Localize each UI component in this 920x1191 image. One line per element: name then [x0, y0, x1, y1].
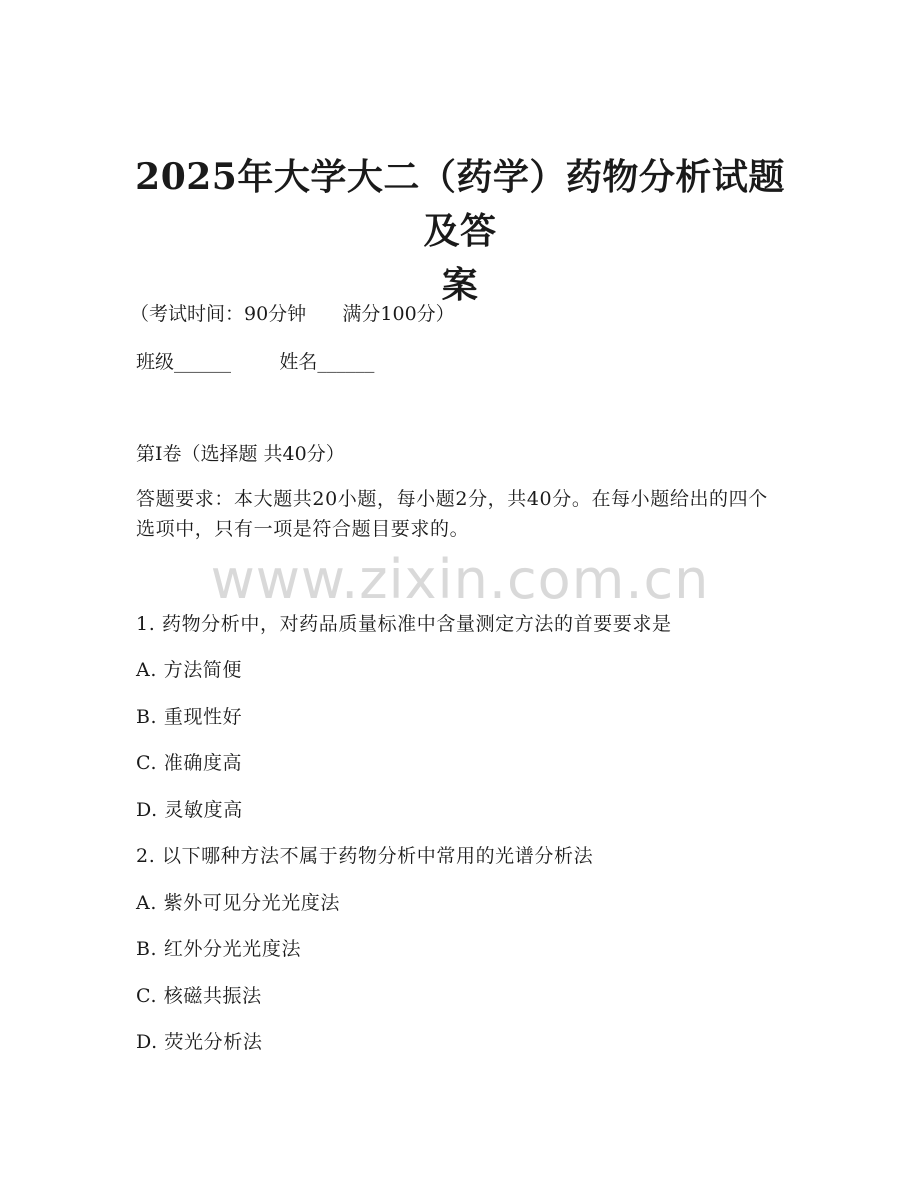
question-2-option-c: C. 核磁共振法	[136, 985, 262, 1007]
question-1-option-a: A. 方法简便	[136, 659, 243, 681]
question-1-option-d: D. 灵敏度高	[136, 799, 243, 821]
title-line-1: 2025年大学大二（药学）药物分析试题及答	[135, 156, 785, 252]
question-2-stem: 2. 以下哪种方法不属于药物分析中常用的光谱分析法	[136, 845, 594, 867]
watermark: www.zixin.com.cn	[210, 548, 710, 611]
section-title: 第Ⅰ卷（选择题 共40分）	[136, 443, 345, 465]
exam-info: （考试时间：90分钟 满分100分）	[130, 303, 455, 325]
question-2-option-d: D. 荧光分析法	[136, 1031, 263, 1053]
question-2-option-b: B. 红外分光光度法	[136, 938, 302, 960]
instructions: 答题要求：本大题共20小题，每小题2分，共40分。在每小题给出的四个选项中，只有一项是符合题目要求的。	[136, 488, 768, 540]
document-title	[120, 150, 800, 312]
question-1-stem: 1. 药物分析中，对药品质量标准中含量测定方法的首要要求是	[136, 613, 672, 635]
question-1-option-c: C. 准确度高	[136, 752, 243, 774]
class-name-fields: 班级______ 姓名______	[136, 351, 375, 373]
title-line-2: 案	[441, 264, 479, 306]
question-1-option-b: B. 重现性好	[136, 706, 243, 728]
question-2-option-a: A. 紫外可见分光光度法	[136, 892, 341, 914]
